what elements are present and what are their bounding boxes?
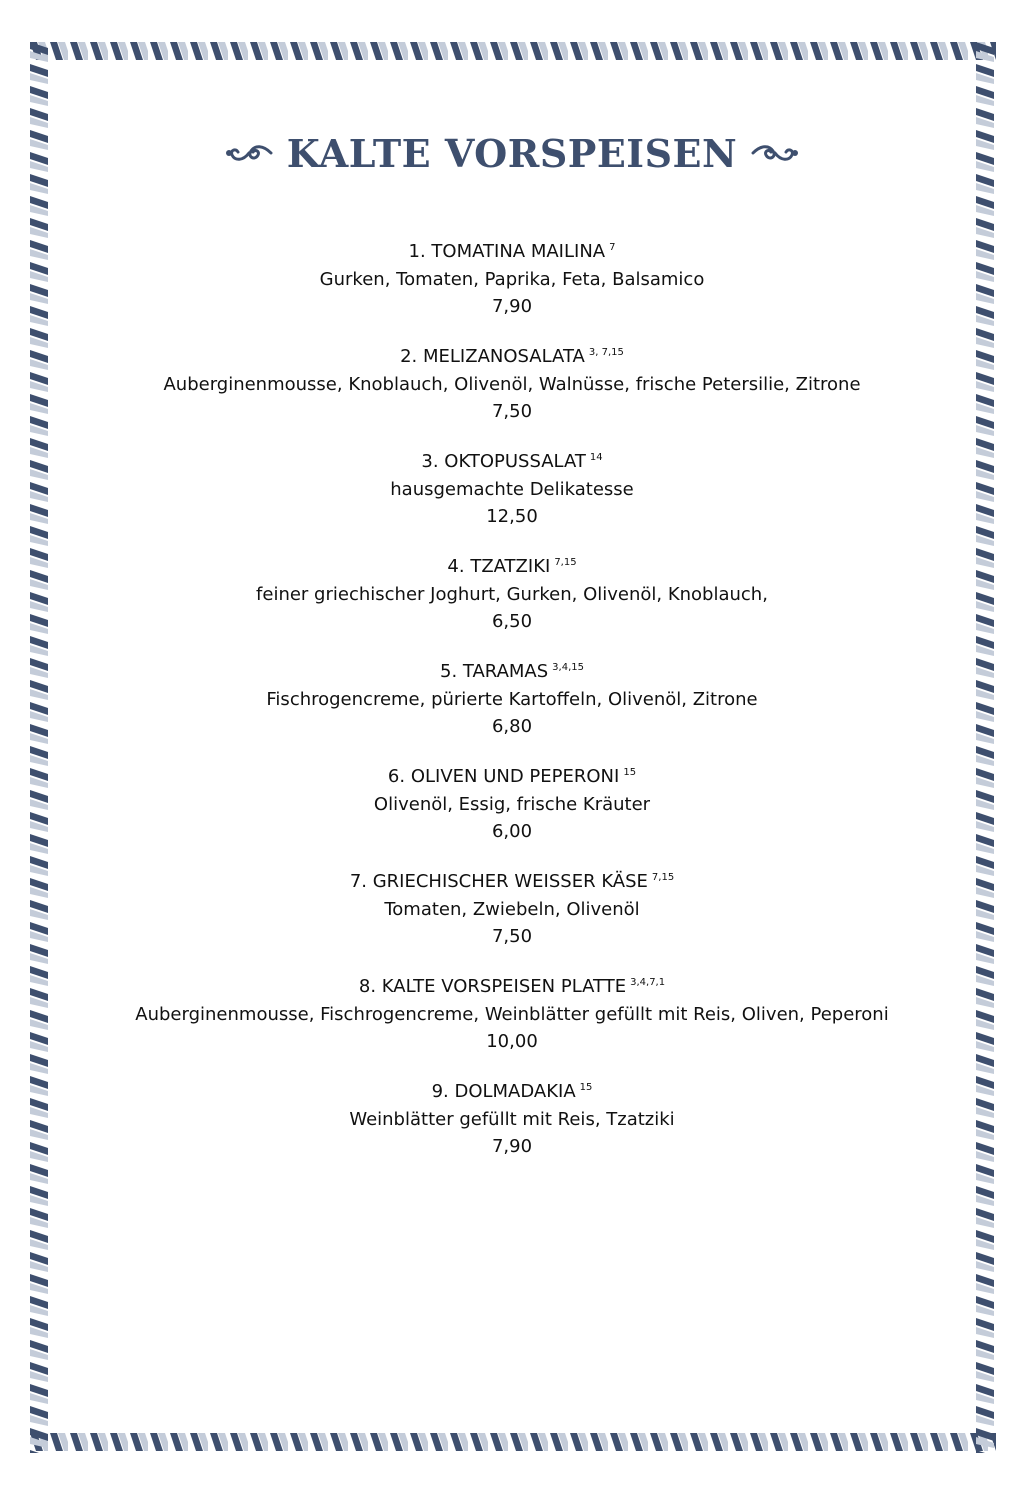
item-price: 7,90: [491, 296, 533, 317]
allergen-codes: 7,15: [651, 872, 675, 883]
item-name-line: [60, 339, 964, 371]
item-description: Auberginenmousse, Knoblauch, Olivenöl, Walnüsse, frische Petersilie, Zitrone: [163, 373, 861, 395]
item-name-line: [60, 234, 964, 266]
item-description: Gurken, Tomaten, Paprika, Feta, Balsamico: [319, 268, 705, 290]
allergen-codes: 3,4,7,1: [630, 977, 666, 988]
item-name: 8. KALTE VORSPEISEN PLATTE: [358, 976, 627, 997]
border-left-pattern: [28, 40, 50, 1453]
item-description: feiner griechischer Joghurt, Gurken, Olivenöl, Knoblauch,: [256, 583, 768, 605]
item-name-line: [60, 759, 964, 791]
menu-item: [60, 1074, 964, 1161]
allergen-codes: 14: [589, 452, 603, 463]
item-price: 6,80: [491, 716, 533, 737]
item-name-line: [60, 654, 964, 686]
item-price: 7,90: [491, 1136, 533, 1157]
item-price: 12,50: [486, 506, 538, 527]
item-description: Weinblätter gefüllt mit Reis, Tzatziki: [349, 1108, 675, 1130]
allergen-codes: 15: [579, 1082, 593, 1093]
allergen-codes: 7,15: [554, 557, 577, 568]
allergen-codes: 3,4,15: [552, 662, 584, 673]
item-name: 9. DOLMADAKIA: [431, 1081, 576, 1102]
item-name: 5. TARAMAS: [440, 661, 549, 682]
menu-item: [60, 339, 964, 426]
item-description: Olivenöl, Essig, frische Kräuter: [373, 793, 651, 815]
item-name-line: [60, 444, 964, 476]
item-name: 1. TOMATINA MAILINA: [408, 241, 606, 262]
menu-item: [60, 234, 964, 321]
border-right-pattern: [974, 40, 996, 1453]
item-description: Fischrogencreme, pürierte Kartoffeln, Olivenöl, Zitrone: [266, 688, 758, 710]
border-bottom-pattern: [28, 1431, 996, 1453]
item-price: 7,50: [491, 926, 533, 947]
flourish-left-icon: [225, 139, 273, 167]
item-name-line: [60, 1074, 964, 1106]
allergen-codes: 15: [623, 767, 637, 778]
border-top-pattern: [28, 40, 996, 62]
item-name: 6. OLIVEN UND PEPERONI: [387, 766, 620, 787]
item-description: Auberginenmousse, Fischrogencreme, Weinblätter gefüllt mit Reis, Oliven, Peperoni: [135, 1003, 889, 1025]
item-name-line: [60, 864, 964, 896]
allergen-codes: 7: [609, 242, 616, 253]
menu-item: [60, 444, 964, 531]
page-header: [0, 128, 1024, 178]
menu-item: [60, 864, 964, 951]
allergen-codes: 3, 7,15: [588, 347, 624, 358]
menu-list: [60, 234, 964, 1179]
menu-item: [60, 654, 964, 741]
item-name: 7. GRIECHISCHER WEISSER KÄSE: [349, 871, 648, 892]
flourish-right-icon: [751, 139, 799, 167]
menu-item: [60, 759, 964, 846]
menu-item: [60, 969, 964, 1056]
item-name-line: [60, 549, 964, 581]
page-title: KALTE VORSPEISEN: [286, 130, 738, 176]
menu-item: [60, 549, 964, 636]
item-description: Tomaten, Zwiebeln, Olivenöl: [384, 898, 640, 920]
item-description: hausgemachte Delikatesse: [390, 478, 634, 500]
item-price: 6,00: [491, 821, 533, 842]
item-name: 4. TZATZIKI: [447, 556, 551, 577]
item-price: 6,50: [491, 611, 533, 632]
item-name-line: [60, 969, 964, 1001]
item-name: 2. MELIZANOSALATA: [400, 346, 585, 367]
item-price: 7,50: [491, 401, 533, 422]
item-price: 10,00: [486, 1031, 538, 1052]
item-name: 3. OKTOPUSSALAT: [421, 451, 586, 472]
